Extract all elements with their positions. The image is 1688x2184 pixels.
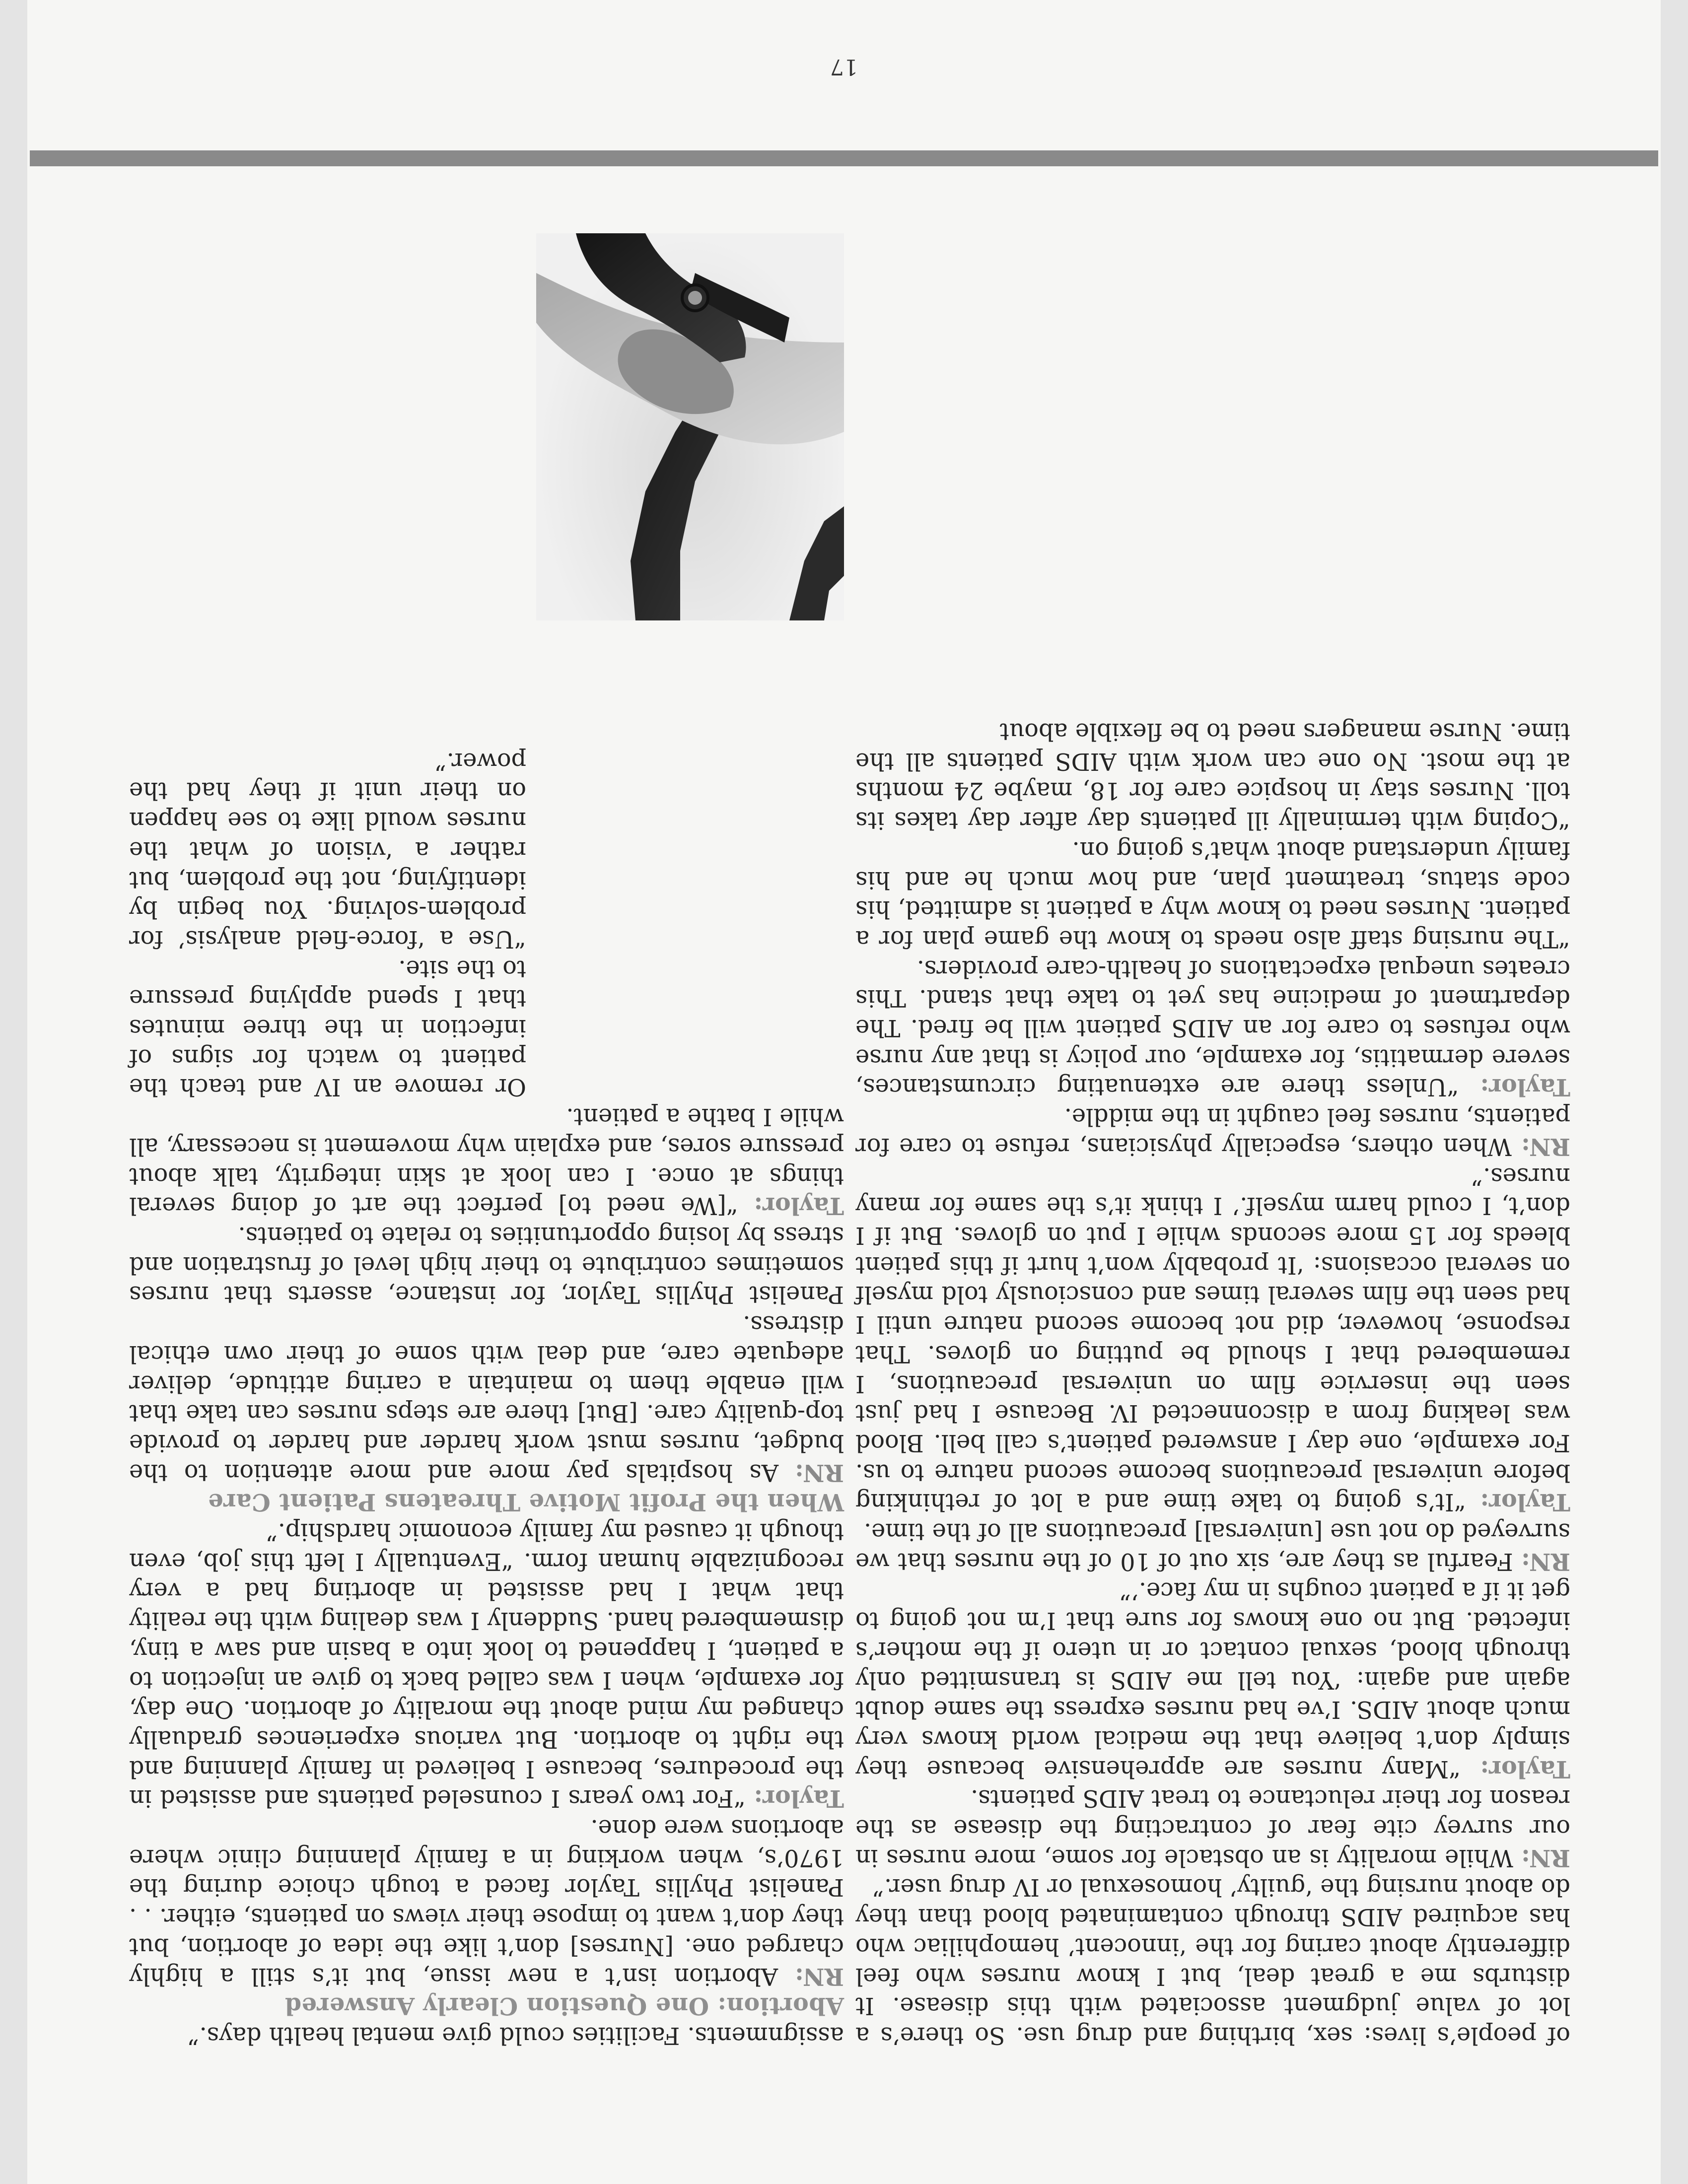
right-column-main — [129, 1102, 844, 2050]
hands-photo — [536, 233, 844, 620]
paragraph-text: Abortion isn’t a new issue, but it’s still a highly charged one. [Nurses] don’t like the idea of abortion, but they don’t want to impose their views on patients, either. . . Panelist Phyllis Taylor faced a tough choice during the 1970’s, when working in a family planning clinic where abortions were done. — [129, 1814, 844, 1990]
paragraph-text: When others, especially physicians, refuse to care for patients, nurses feel caught in the middle. — [855, 1103, 1570, 1160]
hands-illustration-icon — [536, 233, 844, 620]
speaker-label: Taylor: — [1480, 1073, 1570, 1101]
paragraph: Or remove an IV and teach the patient to watch for signs of infection in the three minutes that I spend applying pressure to the site. — [129, 955, 526, 1101]
paragraph-text: “It’s going to take time and a lot of rethinking before universal precautions become second nature to us. For example, one day I answered patient’s call bell. Blood was leaking from a disconnected IV. Because I had just seen the inservice film on universal precautions, I remembered that I should be putting on gloves. That response, however, did not become second nature until I had seen the film several times and consciously told myself on several occasions: ‘It probably won’t hurt if this patient bleeds for 15 more seconds while I put on gloves. But if I don’t, I could harm myself.’ I think it’s the same for many nurses.” — [855, 1162, 1570, 1516]
paragraph: “The nursing staff also needs to know the game plan for a patient. Nurses need to know why a patient is admitted, his code status, treatment plan, and how much he and his family understand about what’s going on. — [855, 836, 1570, 953]
paragraph-text: As hospitals pay more and more attention to the budget, nurses must work harder and harder to provide top-quality care. [But] there are steps nurses can take that will enable them to maintain a caring attitude, deliver adequate care, and deal with some of their own ethical distress. — [129, 1310, 844, 1486]
right-column-narrow — [129, 746, 526, 1101]
paragraph: Panelist Phyllis Taylor, for instance, asserts that nurses sometimes contribute to their high level of frustration and stress by losing opportunities to relate to patients. — [129, 1222, 844, 1308]
speaker-label: Taylor: — [754, 1192, 844, 1220]
right-column — [129, 746, 844, 2050]
speaker-label: Taylor: — [754, 1784, 844, 1813]
paragraph — [129, 1102, 844, 1221]
paragraph — [855, 1516, 1570, 1575]
page-number: 17 — [830, 54, 858, 79]
paragraph — [855, 1783, 1570, 1872]
paragraph-text: While morality is an obstacle for some, more nurses in our survey cite fear of contracting the disease as the reason for their reluctance to treat AIDS patients. — [855, 1784, 1570, 1871]
paragraph: “Use a ‘force-field analysis’ for problem-solving. You begin by identifying, not the problem, but rather a ‘vision of what the nurses would like to see happen on their unit if they had the power.” — [129, 747, 526, 953]
section-heading: Abortion: One Question Clearly Answered — [284, 1992, 844, 2020]
paragraph: assignments. Facilities could give mental health days.” — [187, 2022, 844, 2049]
speaker-label: RN: — [795, 1458, 844, 1487]
speaker-label: RN: — [1521, 1843, 1570, 1872]
paragraph: of people’s lives: sex, birthing and drug use. So there’s a lot of value judgment associated with this disease. It disturbs me a great deal, but I know nurses who feel differently about caring for the ‘innocent’ hemophiliac who has acquired AIDS through contaminated blood than they do about nursing the ‘guilty’ homosexual or IV drug user.” — [855, 1873, 1570, 2049]
paragraph: “Coping with terminally ill patients day after day takes its toll. Nurses stay in hospice care for 18, maybe 24 months at the most. No one can work with AIDS patients all the time. Nurse managers need to be flexible about — [855, 718, 1570, 834]
speaker-label: RN: — [1521, 1547, 1570, 1575]
footer-rule — [30, 150, 1658, 166]
paragraph-text: “For two years I counseled patients and assisted in the procedures, because I believed in family planning and the right to abortion. But various experiences gradually changed my mind about the morality of abortion. One day, for example, when I was called back to give an injection to a patient, I happened to look into a basin and saw a tiny, dismembered hand. Suddenly I was dealing with the reality that what I had assisted in aborting had a very recognizable human form. “Eventually I left this job, even though it caused my family economic hardship.” — [129, 1518, 844, 1812]
paragraph — [855, 1161, 1570, 1516]
paragraph-text: “[We need to] perfect the art of doing several things at once. I can look at skin integrity, talk about pressure sores, and explain why movement is necessary, all while I bathe a patient. — [129, 1103, 844, 1220]
paragraph — [129, 1813, 844, 1990]
paragraph — [129, 1309, 844, 1487]
speaker-label: Taylor: — [1480, 1488, 1570, 1516]
paragraph — [129, 1516, 844, 1813]
paragraph-text: “Many nurses are apprehensive because they simply don’t believe that the medical world knows very much about AIDS. I’ve had nurses express the same doubt again and again: ‘You tell me AIDS is transmitted only through blood, sexual contact or in utero if the mother’s infected. But no one knows for sure that I’m not going to get it if a patient coughs in my face.’” — [855, 1577, 1570, 1782]
paragraph — [855, 1576, 1570, 1783]
paragraph — [855, 1102, 1570, 1161]
paragraph-text: “Unless there are extenuating circumstances, severe dermatitis, for example, our policy is that any nurse who refuses to care for an AIDS patient will be fired. The department of medicine has yet to take that stand. This creates unequal expectations of health-care providers. — [855, 955, 1570, 1101]
speaker-label: Taylor: — [1480, 1755, 1570, 1783]
paragraph — [855, 954, 1570, 1102]
speaker-label: RN: — [795, 1962, 844, 1990]
section-heading: When the Profit Motive Threatens Patient Care — [208, 1488, 844, 1516]
speaker-label: RN: — [1521, 1132, 1570, 1160]
paragraph-text: Fearful as they are, six out of 10 of the nurses that we surveyed do not use [universal] precautions all of the time. — [855, 1518, 1570, 1575]
left-column — [855, 716, 1570, 2050]
